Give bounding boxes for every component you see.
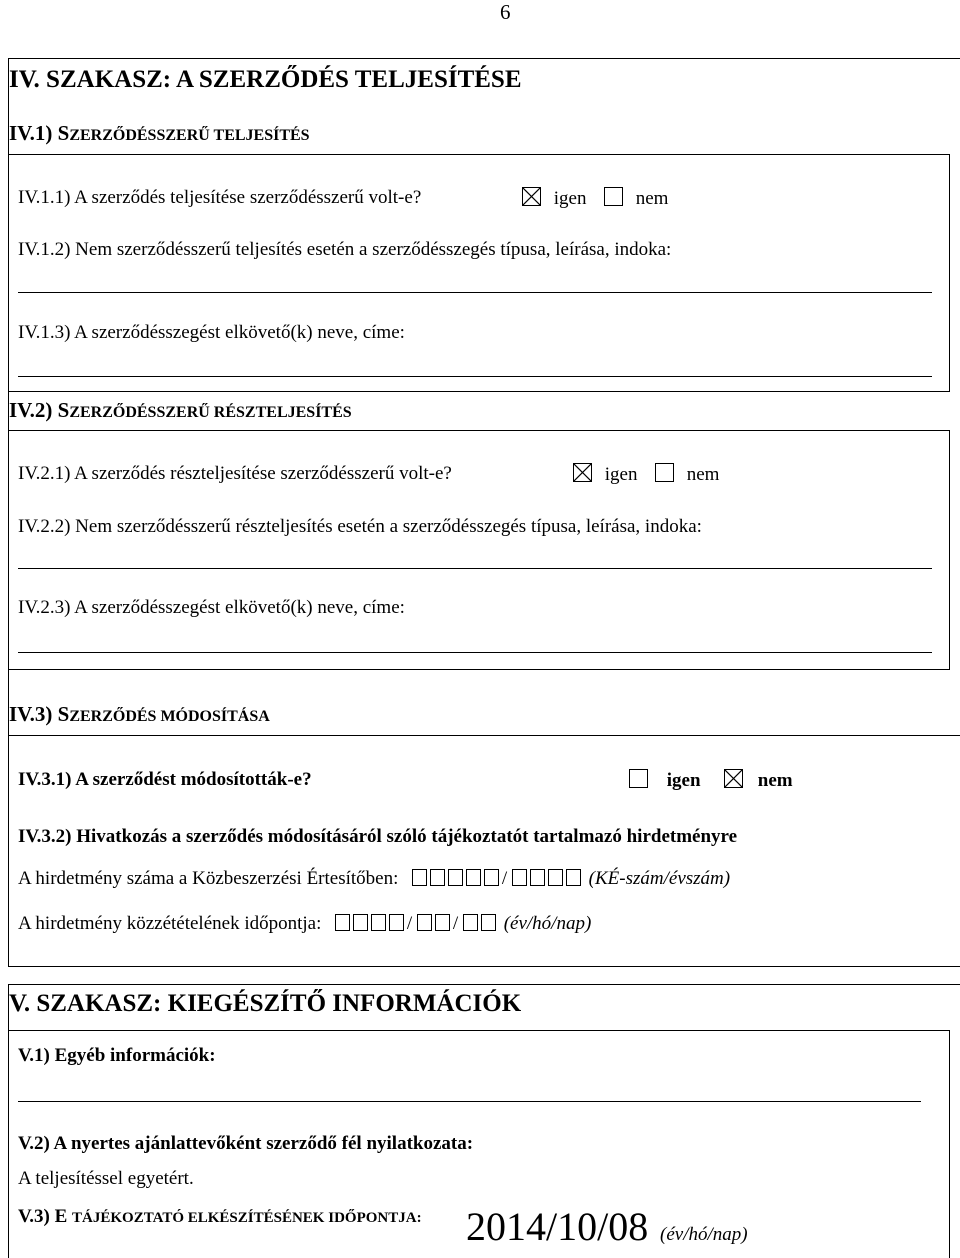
iv3-no-label: nem xyxy=(757,770,793,791)
v2-label: V.2) A nyertes ajánlattevőként szerződő fél nyilatkozata: xyxy=(18,1133,474,1154)
iv1-q2-answer-line[interactable] xyxy=(18,292,932,293)
iv3-q1: IV.3.1) A szerződést módosították-e? xyxy=(18,769,312,790)
iv2-q2-answer-line[interactable] xyxy=(18,568,932,569)
notice-date-day-box[interactable] xyxy=(481,914,496,931)
notice-date-hint: (év/hó/nap) xyxy=(503,913,592,934)
notice-date-label: A hirdetmény közzétételének időpontja: xyxy=(18,913,322,934)
iv2-q3: IV.2.3) A szerződésszegést elkövető(k) neve, címe: xyxy=(18,597,405,618)
notice-number-box[interactable] xyxy=(484,869,499,886)
notice-date-year-box[interactable] xyxy=(389,914,404,931)
iv3-q2: IV.3.2) Hivatkozás a szerződés módosításáról szóló tájékoztatót tartalmazó hirdetményre xyxy=(18,826,738,847)
iv1-no-checkbox[interactable] xyxy=(604,187,623,206)
notice-date-year-box[interactable] xyxy=(353,914,368,931)
iv1-q2: IV.1.2) Nem szerződésszerű teljesítés esetén a szerződésszegés típusa, leírása, indoka: xyxy=(18,239,672,260)
iv2-q1: IV.2.1) A szerződés részteljesítése szerződésszerű volt-e? xyxy=(18,463,452,484)
iv2-no-label: nem xyxy=(686,464,720,485)
iv1-no-label: nem xyxy=(635,188,669,209)
iv1-q3-answer-line[interactable] xyxy=(18,376,932,377)
iv2-no-checkbox[interactable] xyxy=(655,463,674,482)
iv2-q1-options xyxy=(573,463,719,486)
iv3-q1-options xyxy=(629,769,793,792)
slash: / xyxy=(406,913,413,934)
iv1-heading: IV.1) SZERZŐDÉSSZERŰ TELJESÍTÉS xyxy=(9,121,310,145)
v1-answer-line[interactable] xyxy=(18,1101,921,1102)
iv3-yes-checkbox[interactable] xyxy=(629,769,648,788)
notice-date-month-box[interactable] xyxy=(417,914,432,931)
v2-answer: A teljesítéssel egyetért. xyxy=(18,1168,194,1189)
slash: / xyxy=(452,913,459,934)
iv2-yes-checkbox[interactable] xyxy=(573,463,592,482)
notice-year-box[interactable] xyxy=(566,869,581,886)
iv1-q1-options xyxy=(522,187,668,210)
slash: / xyxy=(501,868,508,889)
notice-number-hint: (KÉ-szám/évszám) xyxy=(588,868,731,889)
section-v-title: V. SZAKASZ: KIEGÉSZÍTŐ INFORMÁCIÓK xyxy=(9,990,522,1017)
iv2-q2: IV.2.2) Nem szerződésszerű részteljesítés esetén a szerződésszegés típusa, leírása, indoka: xyxy=(18,516,702,537)
notice-number-box[interactable] xyxy=(412,869,427,886)
notice-date-day-box[interactable] xyxy=(463,914,478,931)
notice-year-box[interactable] xyxy=(548,869,563,886)
iv2-heading: IV.2) SZERZŐDÉSSZERŰ RÉSZTELJESÍTÉS xyxy=(9,398,352,422)
v3-row xyxy=(18,1206,422,1228)
v3-label: TÁJÉKOZTATÓ ELKÉSZÍTÉSÉNEK IDŐPONTJA: xyxy=(72,1210,422,1226)
notice-date-year-box[interactable] xyxy=(335,914,350,931)
iv2-yes-label: igen xyxy=(604,464,638,485)
iv3-notice-date-row xyxy=(18,913,591,935)
iv1-yes-checkbox[interactable] xyxy=(522,187,541,206)
section-iv-title: IV. SZAKASZ: A SZERZŐDÉS TELJESÍTÉSE xyxy=(9,66,522,93)
notice-number-label: A hirdetmény száma a Közbeszerzési Értesítőben: xyxy=(18,868,399,889)
notice-year-box[interactable] xyxy=(530,869,545,886)
notice-date-month-box[interactable] xyxy=(435,914,450,931)
iv1-q1: IV.1.1) A szerződés teljesítése szerződésszerű volt-e? xyxy=(18,187,422,208)
iv1-yes-label: igen xyxy=(553,188,587,209)
v1-label: V.1) Egyéb információk: xyxy=(18,1045,216,1066)
v3-prefix: V.3) E xyxy=(18,1206,73,1227)
notice-year-box[interactable] xyxy=(512,869,527,886)
notice-date-year-box[interactable] xyxy=(371,914,386,931)
iv1-q3: IV.1.3) A szerződésszegést elkövető(k) neve, címe: xyxy=(18,322,405,343)
notice-number-box[interactable] xyxy=(448,869,463,886)
notice-number-box[interactable] xyxy=(466,869,481,886)
notice-number-box[interactable] xyxy=(430,869,445,886)
iv3-heading: IV.3) SZERZŐDÉS MÓDOSÍTÁSA xyxy=(9,702,270,726)
v3-date: 2014/10/08 xyxy=(466,1204,649,1249)
v3-hint: (év/hó/nap) xyxy=(660,1224,748,1245)
page-number: 6 xyxy=(500,0,511,24)
iv3-no-checkbox[interactable] xyxy=(724,769,743,788)
iv3-notice-number-row xyxy=(18,868,730,890)
iv3-yes-label: igen xyxy=(666,770,701,791)
iv2-q3-answer-line[interactable] xyxy=(18,652,932,653)
